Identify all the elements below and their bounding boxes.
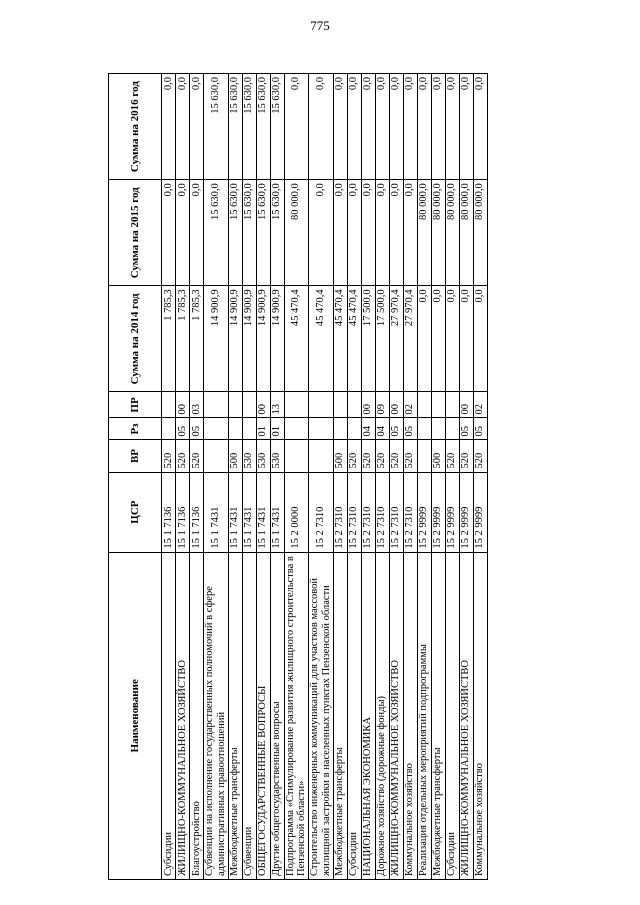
cell-pr bbox=[284, 392, 309, 418]
cell-2015: 0,0 bbox=[347, 180, 361, 286]
cell-csr: 15 2 9999 bbox=[431, 472, 445, 552]
cell-2016: 0,0 bbox=[176, 74, 190, 180]
cell-vr: 520 bbox=[459, 440, 473, 472]
cell-vr: 520 bbox=[162, 440, 176, 472]
cell-pr bbox=[162, 392, 176, 418]
cell-2015: 15 630,0 bbox=[242, 180, 256, 286]
cell-2015: 80 000,0 bbox=[417, 180, 431, 286]
cell-csr: 15 2 9999 bbox=[473, 472, 487, 552]
cell-2015: 80 000,0 bbox=[445, 180, 459, 286]
cell-2016: 0,0 bbox=[347, 74, 361, 180]
cell-pr: 03 bbox=[190, 392, 204, 418]
cell-vr: 500 bbox=[431, 440, 445, 472]
cell-vr: 520 bbox=[445, 440, 459, 472]
cell-2014: 1 785,3 bbox=[190, 286, 204, 392]
cell-2016: 0,0 bbox=[403, 74, 417, 180]
cell-vr: 530 bbox=[270, 440, 284, 472]
cell-2016: 15 630,0 bbox=[256, 74, 270, 180]
table-row bbox=[284, 74, 309, 880]
cell-vr: 500 bbox=[333, 440, 347, 472]
cell-2014: 0,0 bbox=[431, 286, 445, 392]
rotated-table-container bbox=[108, 73, 518, 880]
cell-2015: 0,0 bbox=[190, 180, 204, 286]
cell-name: ЖИЛИЩНО-КОММУНАЛЬНОЕ ХОЗЯЙСТВО bbox=[389, 552, 403, 879]
cell-csr: 15 2 9999 bbox=[445, 472, 459, 552]
cell-vr: 500 bbox=[228, 440, 242, 472]
cell-rz bbox=[242, 418, 256, 440]
table-header bbox=[109, 74, 162, 880]
cell-2016: 0,0 bbox=[417, 74, 431, 180]
table-row bbox=[361, 74, 375, 880]
cell-name: Коммунальное хозяйство bbox=[473, 552, 487, 879]
cell-csr: 15 2 0000 bbox=[284, 472, 309, 552]
cell-name: Субвенции bbox=[242, 552, 256, 879]
cell-vr bbox=[309, 440, 334, 472]
cell-rz: 05 bbox=[473, 418, 487, 440]
cell-name: Субвенции на исполнение государственных полномочий в сфере административных правоотношений bbox=[204, 552, 229, 879]
cell-pr: 00 bbox=[389, 392, 403, 418]
cell-2015: 80 000,0 bbox=[459, 180, 473, 286]
cell-rz: 05 bbox=[190, 418, 204, 440]
cell-rz bbox=[445, 418, 459, 440]
table-row bbox=[204, 74, 229, 880]
cell-pr bbox=[445, 392, 459, 418]
cell-name: Субсидии bbox=[445, 552, 459, 879]
header-2016: Сумма на 2016 год bbox=[109, 74, 162, 180]
cell-csr: 15 2 7310 bbox=[375, 472, 389, 552]
cell-2015: 0,0 bbox=[176, 180, 190, 286]
cell-2014: 1 785,3 bbox=[176, 286, 190, 392]
cell-name: ОБЩЕГОСУДАРСТВЕННЫЕ ВОПРОСЫ bbox=[256, 552, 270, 879]
cell-name: Межбюджетные трансферты bbox=[228, 552, 242, 879]
cell-2015: 80 000,0 bbox=[473, 180, 487, 286]
cell-2014: 0,0 bbox=[473, 286, 487, 392]
header-rz: Рз bbox=[109, 418, 162, 440]
cell-rz: 05 bbox=[389, 418, 403, 440]
table-body bbox=[162, 74, 488, 880]
cell-2016: 0,0 bbox=[473, 74, 487, 180]
header-2014: Сумма на 2014 год bbox=[109, 286, 162, 392]
cell-2015: 0,0 bbox=[333, 180, 347, 286]
cell-vr: 530 bbox=[242, 440, 256, 472]
cell-vr bbox=[417, 440, 431, 472]
cell-2016: 15 630,0 bbox=[270, 74, 284, 180]
budget-table bbox=[108, 73, 488, 880]
cell-2015: 0,0 bbox=[309, 180, 334, 286]
cell-rz bbox=[162, 418, 176, 440]
cell-csr: 15 2 7310 bbox=[389, 472, 403, 552]
cell-vr: 530 bbox=[256, 440, 270, 472]
cell-csr: 15 2 7310 bbox=[347, 472, 361, 552]
table-row bbox=[162, 74, 176, 880]
cell-2015: 80 000,0 bbox=[431, 180, 445, 286]
cell-rz bbox=[284, 418, 309, 440]
cell-rz bbox=[431, 418, 445, 440]
cell-2014: 14 900,9 bbox=[228, 286, 242, 392]
cell-vr: 520 bbox=[190, 440, 204, 472]
cell-2015: 0,0 bbox=[403, 180, 417, 286]
cell-vr: 520 bbox=[176, 440, 190, 472]
cell-2014: 45 470,4 bbox=[284, 286, 309, 392]
cell-vr: 520 bbox=[361, 440, 375, 472]
cell-csr: 15 1 7431 bbox=[204, 472, 229, 552]
header-csr: ЦСР bbox=[109, 472, 162, 552]
cell-vr bbox=[284, 440, 309, 472]
cell-2015: 15 630,0 bbox=[228, 180, 242, 286]
cell-2014: 17 500,0 bbox=[375, 286, 389, 392]
cell-name: ЖИЛИЩНО-КОММУНАЛЬНОЕ ХОЗЯЙСТВО bbox=[459, 552, 473, 879]
cell-2014: 1 785,3 bbox=[162, 286, 176, 392]
cell-rz: 01 bbox=[256, 418, 270, 440]
cell-2015: 0,0 bbox=[389, 180, 403, 286]
cell-name: Дорожное хозяйство (дорожные фонды) bbox=[375, 552, 389, 879]
table-row bbox=[228, 74, 242, 880]
cell-rz: 05 bbox=[403, 418, 417, 440]
cell-pr bbox=[228, 392, 242, 418]
cell-2016: 0,0 bbox=[190, 74, 204, 180]
cell-2016: 0,0 bbox=[162, 74, 176, 180]
cell-rz: 05 bbox=[176, 418, 190, 440]
cell-pr: 13 bbox=[270, 392, 284, 418]
cell-2014: 27 970,4 bbox=[389, 286, 403, 392]
cell-2014: 45 470,4 bbox=[309, 286, 334, 392]
cell-2016: 0,0 bbox=[431, 74, 445, 180]
cell-csr: 15 1 7431 bbox=[242, 472, 256, 552]
cell-csr: 15 1 7431 bbox=[270, 472, 284, 552]
cell-name: Субсидии bbox=[162, 552, 176, 879]
cell-csr: 15 2 9999 bbox=[417, 472, 431, 552]
cell-csr: 15 2 9999 bbox=[459, 472, 473, 552]
cell-pr: 02 bbox=[403, 392, 417, 418]
cell-csr: 15 2 7310 bbox=[333, 472, 347, 552]
cell-name: ЖИЛИЩНО-КОММУНАЛЬНОЕ ХОЗЯЙСТВО bbox=[176, 552, 190, 879]
cell-2016: 0,0 bbox=[333, 74, 347, 180]
cell-pr bbox=[417, 392, 431, 418]
table-row bbox=[176, 74, 190, 880]
cell-name: НАЦИОНАЛЬНАЯ ЭКОНОМИКА bbox=[361, 552, 375, 879]
cell-2015: 0,0 bbox=[162, 180, 176, 286]
table-row bbox=[431, 74, 445, 880]
cell-pr: 00 bbox=[361, 392, 375, 418]
page-number: 775 bbox=[310, 18, 330, 33]
table-row bbox=[242, 74, 256, 880]
cell-vr: 520 bbox=[403, 440, 417, 472]
cell-rz bbox=[333, 418, 347, 440]
cell-2016: 0,0 bbox=[284, 74, 309, 180]
table-row bbox=[375, 74, 389, 880]
cell-vr: 520 bbox=[347, 440, 361, 472]
cell-rz bbox=[204, 418, 229, 440]
cell-csr: 15 1 7136 bbox=[190, 472, 204, 552]
cell-pr bbox=[333, 392, 347, 418]
table-row bbox=[459, 74, 473, 880]
cell-pr bbox=[309, 392, 334, 418]
cell-2016: 0,0 bbox=[389, 74, 403, 180]
table-row bbox=[445, 74, 459, 880]
cell-name: Межбюджетные трансферты bbox=[333, 552, 347, 879]
cell-pr: 09 bbox=[375, 392, 389, 418]
cell-name: Коммунальное хозяйство bbox=[403, 552, 417, 879]
cell-csr: 15 2 7310 bbox=[309, 472, 334, 552]
cell-rz: 04 bbox=[361, 418, 375, 440]
cell-csr: 15 1 7136 bbox=[176, 472, 190, 552]
cell-pr: 00 bbox=[459, 392, 473, 418]
cell-rz bbox=[417, 418, 431, 440]
cell-2016: 0,0 bbox=[445, 74, 459, 180]
cell-name: Строительство инженерных коммуникаций для участков массовой жилищной застройки в населенных пунктах Пензенской области bbox=[309, 552, 334, 879]
cell-2014: 0,0 bbox=[459, 286, 473, 392]
cell-vr: 520 bbox=[473, 440, 487, 472]
cell-2015: 0,0 bbox=[361, 180, 375, 286]
cell-pr bbox=[431, 392, 445, 418]
cell-name: Межбюджетные трансферты bbox=[431, 552, 445, 879]
table-row bbox=[389, 74, 403, 880]
cell-rz bbox=[347, 418, 361, 440]
table-row bbox=[417, 74, 431, 880]
cell-pr bbox=[204, 392, 229, 418]
cell-2016: 0,0 bbox=[361, 74, 375, 180]
cell-2016: 15 630,0 bbox=[204, 74, 229, 180]
cell-2014: 17 500,0 bbox=[361, 286, 375, 392]
table-row bbox=[403, 74, 417, 880]
table-row bbox=[473, 74, 487, 880]
cell-2016: 0,0 bbox=[375, 74, 389, 180]
table-row bbox=[256, 74, 270, 880]
cell-pr: 00 bbox=[256, 392, 270, 418]
cell-2014: 45 470,4 bbox=[347, 286, 361, 392]
cell-csr: 15 1 7431 bbox=[228, 472, 242, 552]
cell-pr bbox=[242, 392, 256, 418]
cell-name: Реализация отдельных мероприятий подпрограммы bbox=[417, 552, 431, 879]
cell-pr: 00 bbox=[176, 392, 190, 418]
cell-vr bbox=[204, 440, 229, 472]
cell-name: Другие общегосударственные вопросы bbox=[270, 552, 284, 879]
cell-2014: 27 970,4 bbox=[403, 286, 417, 392]
cell-2015: 15 630,0 bbox=[256, 180, 270, 286]
cell-csr: 15 2 7310 bbox=[361, 472, 375, 552]
cell-name: Субсидии bbox=[347, 552, 361, 879]
cell-vr: 520 bbox=[389, 440, 403, 472]
cell-pr bbox=[347, 392, 361, 418]
cell-2014: 14 900,9 bbox=[256, 286, 270, 392]
cell-2016: 0,0 bbox=[309, 74, 334, 180]
cell-2014: 0,0 bbox=[445, 286, 459, 392]
header-vr: ВР bbox=[109, 440, 162, 472]
cell-rz bbox=[228, 418, 242, 440]
table-row bbox=[190, 74, 204, 880]
table-row bbox=[333, 74, 347, 880]
cell-2015: 80 000,0 bbox=[284, 180, 309, 286]
cell-rz: 04 bbox=[375, 418, 389, 440]
cell-2014: 14 900,9 bbox=[204, 286, 229, 392]
cell-vr: 520 bbox=[375, 440, 389, 472]
cell-2014: 45 470,4 bbox=[333, 286, 347, 392]
cell-2016: 15 630,0 bbox=[228, 74, 242, 180]
cell-name: Благоустройство bbox=[190, 552, 204, 879]
header-name: Наименование bbox=[109, 552, 162, 879]
cell-2014: 0,0 bbox=[417, 286, 431, 392]
header-pr: ПР bbox=[109, 392, 162, 418]
cell-csr: 15 1 7136 bbox=[162, 472, 176, 552]
table-row bbox=[309, 74, 334, 880]
table-row bbox=[347, 74, 361, 880]
cell-name: Подпрограмма «Стимулирование развития жилищного строительства в Пензенской области» bbox=[284, 552, 309, 879]
cell-2015: 15 630,0 bbox=[204, 180, 229, 286]
cell-csr: 15 2 7310 bbox=[403, 472, 417, 552]
cell-rz bbox=[309, 418, 334, 440]
header-2015: Сумма на 2015 год bbox=[109, 180, 162, 286]
cell-2014: 14 900,9 bbox=[242, 286, 256, 392]
cell-2015: 15 630,0 bbox=[270, 180, 284, 286]
cell-2015: 0,0 bbox=[375, 180, 389, 286]
cell-pr: 02 bbox=[473, 392, 487, 418]
cell-csr: 15 1 7431 bbox=[256, 472, 270, 552]
cell-2016: 0,0 bbox=[459, 74, 473, 180]
cell-2016: 15 630,0 bbox=[242, 74, 256, 180]
cell-2014: 14 900,9 bbox=[270, 286, 284, 392]
cell-rz: 01 bbox=[270, 418, 284, 440]
cell-rz: 05 bbox=[459, 418, 473, 440]
table-row bbox=[270, 74, 284, 880]
